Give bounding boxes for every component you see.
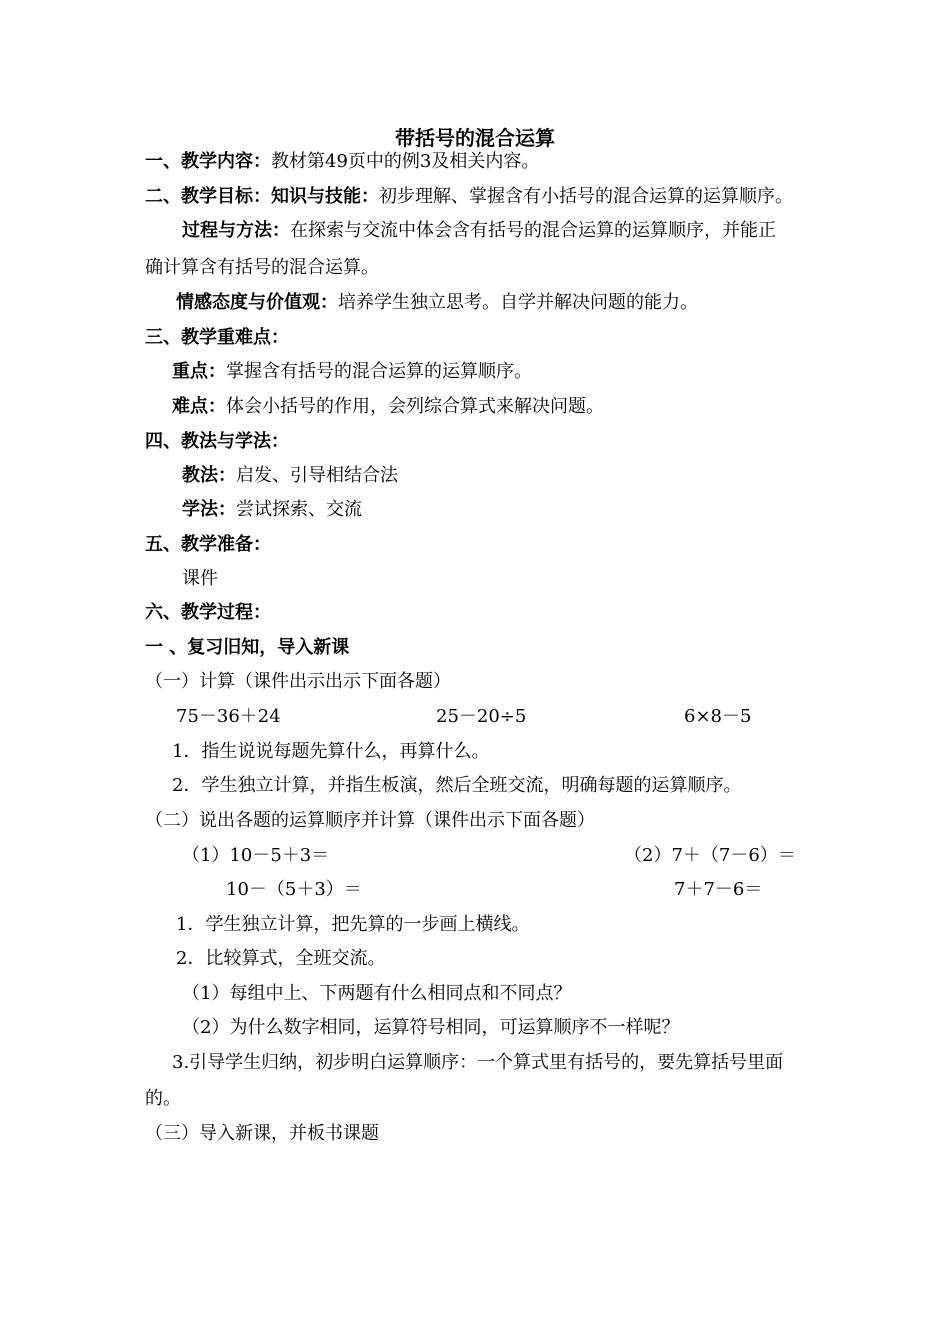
key-point-text: 掌握含有括号的混合运算的运算顺序。 [226, 361, 532, 382]
learning-method-label: 学法： [182, 499, 236, 520]
section-6-heading: 六、教学过程： [145, 602, 271, 623]
key-point-label: 重点： [172, 361, 226, 382]
section-1-heading: 一、教学内容： [145, 151, 271, 172]
difficult-point-label: 难点： [172, 396, 226, 417]
part-1-heading: 一 、复习旧知，导入新课 [145, 637, 350, 658]
teaching-method [182, 464, 398, 488]
part-2-line-5-cont: 的。 [145, 1088, 181, 1109]
process-method-cont: 确计算含有括号的混合运算。 [145, 257, 379, 278]
part-2-line-2: 2．比较算式，全班交流。 [176, 948, 386, 969]
difficult-point [172, 395, 604, 419]
part-2-line-4: （2）为什么数字相同，运算符号相同，可运算顺序不一样呢？ [182, 1017, 680, 1038]
section-2 [145, 185, 793, 209]
part-2-line-1: 1．学生独立计算，把先算的一步画上横线。 [176, 914, 530, 935]
part-2-line-5: 3.引导学生归纳，初步明白运算顺序：一个算式里有括号的，要先算括号里面 [172, 1052, 784, 1073]
calc-item-2: 25－20÷5 [436, 706, 527, 727]
section-5-text: 课件 [182, 568, 218, 589]
process-method-text: 在探索与交流中体会含有括号的混合运算的运算顺序，并能正 [290, 220, 776, 241]
part-2-sub-heading: （二）说出各题的运算顺序并计算（课件出示下面各题） [145, 810, 595, 831]
section-1 [145, 150, 539, 174]
difficult-point-text: 体会小括号的作用，会列综合算式来解决问题。 [226, 396, 604, 417]
question-1a: （1）10－5＋3＝ [182, 845, 330, 866]
teaching-method-text: 启发、引导相结合法 [236, 465, 398, 486]
part-1-sub-heading: （一）计算（课件出示出示下面各题） [145, 671, 451, 692]
knowledge-skills-label: 知识与技能： [271, 186, 379, 207]
process-method [182, 219, 776, 243]
part-3-sub-heading: （三）导入新课，并板书课题 [145, 1123, 379, 1144]
section-1-text: 教材第49页中的例3及相关内容。 [271, 151, 540, 172]
calc-item-1: 75－36＋24 [176, 706, 281, 727]
attitude-values-text: 培养学生独立思考。自学并解决问题的能力。 [338, 292, 698, 313]
learning-method-text: 尝试探索、交流 [236, 499, 362, 520]
question-1b: 10－（5＋3）＝ [226, 879, 362, 900]
section-3-heading: 三、教学重难点： [145, 327, 289, 348]
part-1-line-2: 2．学生独立计算，并指生板演，然后全班交流，明确每题的运算顺序。 [172, 775, 742, 796]
section-4-heading: 四、教法与学法： [145, 431, 289, 452]
learning-method [182, 498, 362, 522]
attitude-values-label: 情感态度与价值观： [176, 292, 338, 313]
key-point [172, 360, 532, 384]
process-method-label: 过程与方法： [182, 220, 290, 241]
attitude-values [176, 291, 698, 315]
part-1-line-1: 1．指生说说每题先算什么，再算什么。 [172, 741, 490, 762]
section-5-heading: 五、教学准备： [145, 534, 271, 555]
part-2-line-3: （1）每组中上、下两题有什么相同点和不同点？ [182, 983, 572, 1004]
question-2a: （2）7＋（7－6）＝ [624, 845, 796, 866]
section-2-heading: 二、教学目标： [145, 186, 271, 207]
calc-item-3: 6×8－5 [684, 706, 752, 727]
question-2b: 7＋7－6＝ [674, 879, 763, 900]
teaching-method-label: 教法： [182, 465, 236, 486]
document-title: 带括号的混合运算 [395, 126, 555, 150]
knowledge-skills-text: 初步理解、掌握含有小括号的混合运算的运算顺序。 [379, 186, 793, 207]
